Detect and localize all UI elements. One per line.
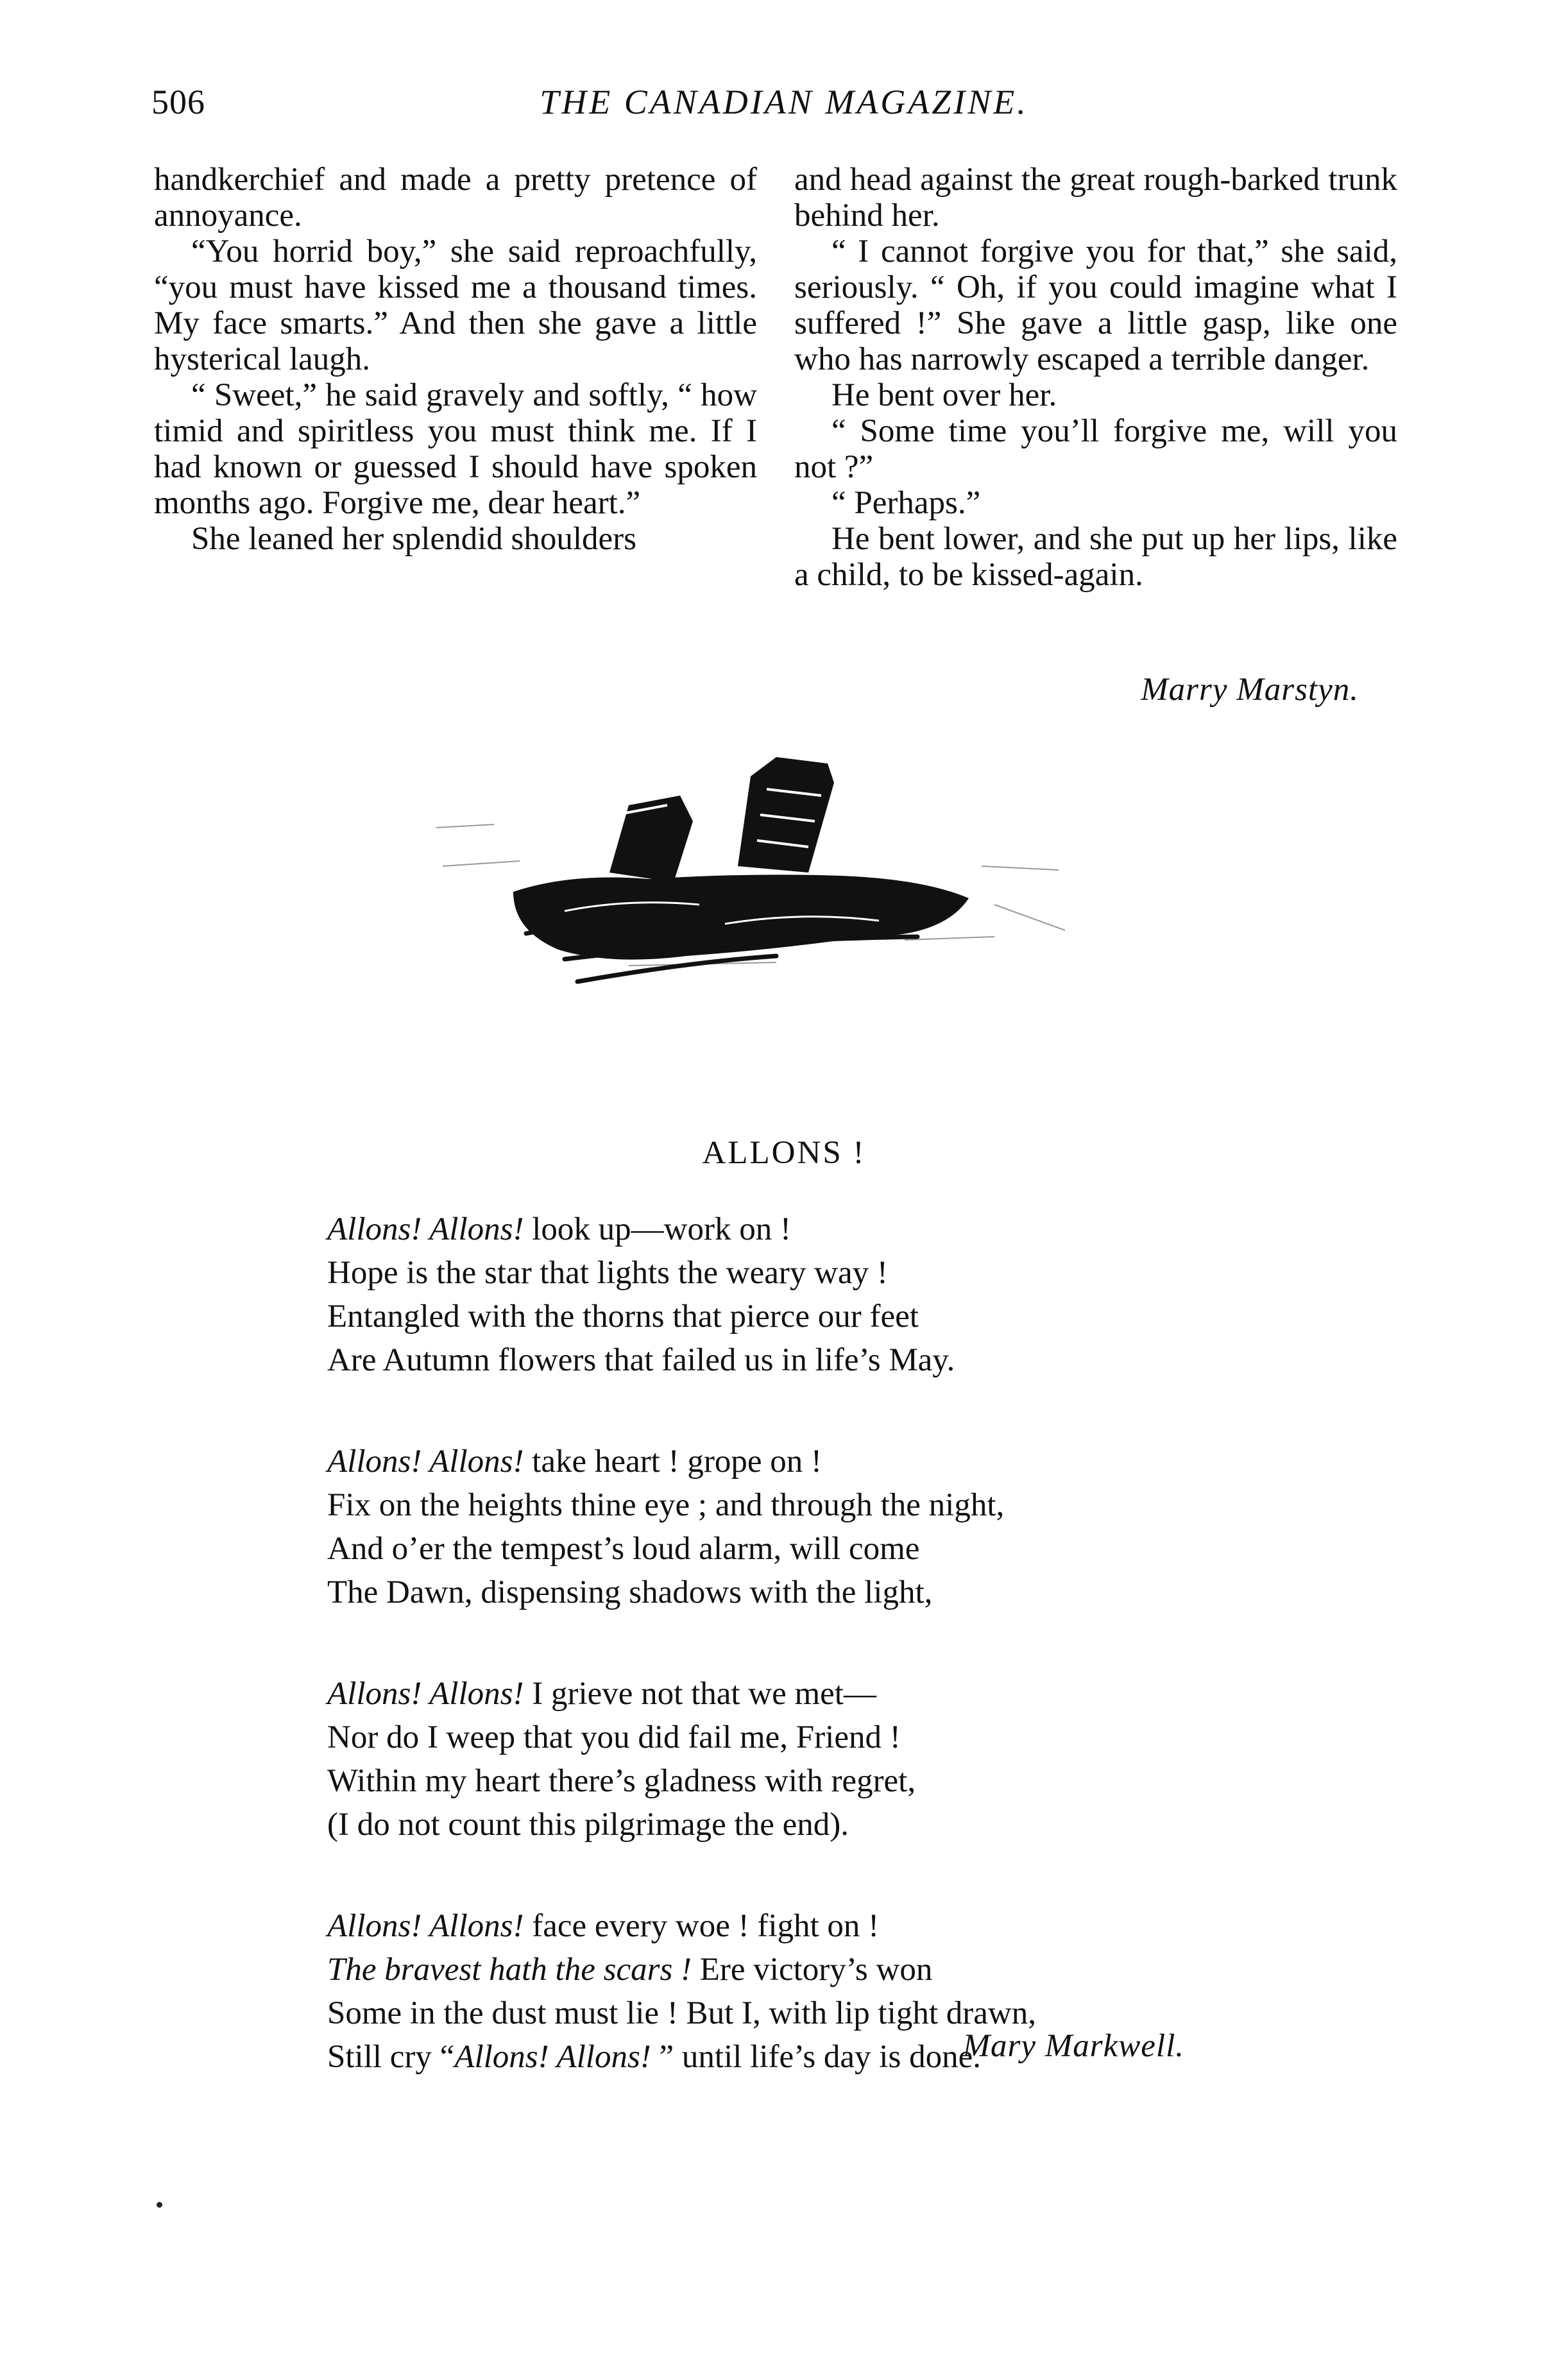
- poem-line-segment: Allons! Allons!: [327, 1908, 524, 1944]
- poem-line: [327, 1483, 1290, 1527]
- poem-line-segment: Ere victory’s won: [692, 1952, 933, 1988]
- poem-line: [327, 1571, 1290, 1614]
- poem-line-segment: take heart ! grope on !: [524, 1444, 822, 1479]
- poem-line: [327, 1759, 1290, 1803]
- print-speck: [157, 2202, 162, 2208]
- poem-body: [327, 1207, 1290, 2136]
- poem-line: [327, 1338, 1290, 1382]
- poem-line-segment: ” until life’s day is done.: [651, 2039, 981, 2075]
- story-paragraph: “ I cannot forgive you for that,” she said, seriously. “ Oh, if you could imagine what I suffered !” She gave a little gasp, like one who has narrowly escaped a terrible danger.: [794, 234, 1397, 377]
- poem-line: [327, 1295, 1290, 1338]
- poem-line-segment: I grieve not that we met—: [524, 1676, 876, 1712]
- poem-line: [327, 1904, 1290, 1948]
- poem-line-segment: The Dawn, dispensing shadows with the light,: [327, 1574, 933, 1610]
- poem-line-segment: The bravest hath the scars !: [327, 1952, 692, 1988]
- story-paragraph: He bent lower, and she put up her lips, like a child, to be kissed-again.: [794, 521, 1397, 593]
- poem-line-segment: Some in the dust must lie ! But I, with lip tight drawn,: [327, 1995, 1036, 2031]
- poem-stanza: [327, 1440, 1290, 1614]
- story-paragraph: “ Some time you’ll forgive me, will you not ?”: [794, 413, 1397, 485]
- ice-skates-illustration-icon: [417, 744, 1148, 1001]
- poem-stanza: [327, 1207, 1290, 1382]
- poem-line: [327, 1716, 1290, 1759]
- story-left-column: [154, 162, 757, 557]
- poem-line-segment: Still cry “: [327, 2039, 455, 2075]
- poem-line-segment: Fix on the heights thine eye ; and through the night,: [327, 1487, 1005, 1523]
- story-paragraph: “ Sweet,” he said gravely and softly, “ how timid and spiritless you must think me. If I had known or guessed I should have spoken months ago. Forgive me, dear heart.”: [154, 377, 757, 521]
- poem-line-segment: Allons! Allons!: [327, 1676, 524, 1712]
- poem-line-segment: Hope is the star that lights the weary way !: [327, 1255, 888, 1291]
- poem-line-segment: Allons! Allons!: [327, 1444, 524, 1479]
- poem-line: [327, 1803, 1290, 1846]
- poem-line-segment: Entangled with the thorns that pierce our feet: [327, 1299, 919, 1334]
- page-number: 506: [151, 83, 205, 121]
- story-paragraph: and head against the great rough-barked trunk behind her.: [794, 162, 1397, 234]
- poem-line-segment: Allons! Allons!: [454, 2039, 651, 2075]
- story-author: Marry Marstyn.: [1141, 672, 1359, 708]
- poem-line-segment: Allons! Allons!: [327, 1211, 524, 1247]
- poem-line-segment: look up—work on !: [524, 1211, 791, 1247]
- poem-title: ALLONS !: [702, 1135, 866, 1171]
- poem-stanza: [327, 1672, 1290, 1846]
- story-paragraph: “ Perhaps.”: [831, 485, 981, 521]
- poem-line-segment: Are Autumn flowers that failed us in life’s May.: [327, 1342, 955, 1378]
- poem-line-segment: Nor do I weep that you did fail me, Friend !: [327, 1719, 901, 1755]
- poem-line-segment: (I do not count this pilgrimage the end).: [327, 1807, 849, 1843]
- poem-line: [327, 1672, 1290, 1716]
- poem-line: [327, 1207, 1290, 1251]
- story-paragraph: He bent over her.: [831, 377, 1057, 413]
- running-title: THE CANADIAN MAGAZINE.: [540, 83, 1028, 121]
- story-paragraph: “You horrid boy,” she said reproachfully, “you must have kissed me a thousand times. My face smarts.” And then she gave a little hysterical laugh.: [154, 234, 757, 377]
- poem-line-segment: Within my heart there’s gladness with regret,: [327, 1763, 916, 1799]
- poem-line: [327, 1948, 1290, 1991]
- poem-line: [327, 1440, 1290, 1483]
- poem-line: [327, 1251, 1290, 1295]
- poem-line-segment: And o’er the tempest’s loud alarm, will come: [327, 1531, 920, 1567]
- poem-line-segment: face every woe ! fight on !: [524, 1908, 880, 1944]
- story-right-column: [794, 162, 1397, 593]
- poem-author: Mary Markwell.: [962, 2028, 1184, 2064]
- poem-line: [327, 1527, 1290, 1571]
- story-paragraph: handkerchief and made a pretty pretence of annoyance.: [154, 162, 757, 234]
- story-paragraph: She leaned her splendid shoulders: [191, 521, 637, 557]
